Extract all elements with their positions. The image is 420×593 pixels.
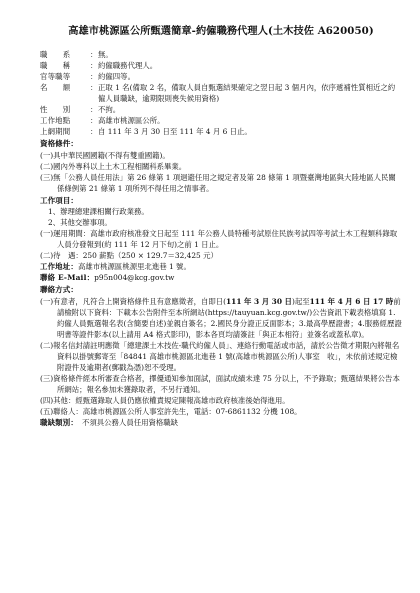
- field-row-location: 工作地點 ： 高雄市桃源區公所。: [40, 115, 402, 126]
- work-address-value: 高雄市桃源區桃源里北進巷 1 號。: [77, 262, 191, 271]
- contact-text: (一)有意者，凡符合上開資格條件且有意應徵者，自即日(: [40, 296, 227, 306]
- field-value: 高雄市桃源區公所。: [98, 116, 165, 125]
- field-row-grade: 官等職等 ： 約僱四等。: [40, 71, 402, 82]
- field-label: 官等職等: [40, 72, 71, 81]
- employment-period: (一)運用期間：高雄市政府核准發文日起至 111 年公務人員特種考試原住民族考試四等考試土木工程類科錄取人員分發報到(約 111 年 12 月下旬)之前 1 日止。: [40, 229, 398, 249]
- field-row-position: 職 稱 ： 約僱職務代理人。: [40, 60, 402, 71]
- field-label: 名 額: [40, 83, 71, 92]
- page-title: 高雄市桃源區公所甄選簡章-約僱職務代理人(土木技佐 A620050): [68, 25, 374, 37]
- field-row-posting-period: 上網期間 ： 自 111 年 3 月 30 日至 111 年 4 月 6 日止。: [40, 126, 402, 137]
- deadline: 111 年 4 月 6 日 17 時: [309, 296, 394, 306]
- basic-info-list: [40, 49, 402, 137]
- duty-item: 2、其他交辦事項。: [48, 218, 112, 227]
- field-value: 無。: [98, 50, 113, 59]
- email-row: [40, 272, 402, 283]
- field-value: 約僱職務代理人。: [98, 61, 158, 70]
- qualifications-heading: 資格條件：: [40, 139, 78, 148]
- job-category-label: 職缺類別：: [40, 417, 78, 427]
- field-label: 工作地點: [40, 116, 71, 125]
- contact-item-mailing: (二)報名信封請註明應徵「總建課土木技佐-職代約僱人員」、連絡行動電話或市話，請於公告徵才期限內將報名資料以掛號郵寄至「84841 高雄市桃源區北進巷 1 號(高雄市桃源區公所)人事室 收」，未依前述規定檢附證件及逾期者(郵戳為憑)恕不受理。: [40, 340, 400, 372]
- job-category-row: [40, 417, 402, 428]
- email-link[interactable]: p95n004@kcg.gov.tw: [94, 273, 175, 282]
- field-row-gender: 性 別 ： 不拘。: [40, 104, 402, 115]
- contact-item-review: (三)資格條件經本所審查合格者，擇優通知參加面試，面試成績未達 75 分以上，不予錄取；甄選結果將公告本所網站；報名參加未獲錄取者，不另行通知。: [40, 373, 400, 394]
- duty-item: 1、辦理總建課相關行政業務。: [48, 207, 149, 216]
- email-label: 聯絡 E-Mail：: [40, 273, 95, 282]
- field-value: 正取 1 名(備取 2 名，備取人員自甄選結果確定之翌日起 3 個月內，依序遞補性質相近之約僱人員職缺，逾期限則喪失候用資格): [98, 83, 396, 103]
- salary: (二)待 遇：250 薪點（250 × 129.7＝32,425 元）: [40, 251, 218, 260]
- contact-text: 前請檢附以下資料：下載本公告附件至本所網站(https://tauyuan.kcg.gov.tw/)公告資訊下載表格填寫 1.約僱人員甄選報名表(含簡要自述)並親自簽名；2.國民身分證正反面影本；3.最高學歷證書；4.服務經歷證明書等證件影本(以上請用 A4 格式影印)，影本各頁均請簽註「與正本相符」並簽名或蓋私章)。: [57, 296, 402, 339]
- field-label: 職 稱: [40, 61, 71, 70]
- work-address-label: 工作地址：: [40, 262, 78, 271]
- field-value: 自 111 年 3 月 30 日至 111 年 4 月 6 日止。: [98, 127, 252, 136]
- job-category-value: 不須具公務人員任用資格職缺: [81, 417, 179, 427]
- start-date: 111 年 3 月 30 日: [226, 296, 292, 306]
- work-address-row: [40, 261, 402, 272]
- contact-text: )起至: [291, 296, 310, 306]
- contact-item-application: [40, 296, 402, 340]
- field-label: 職 系: [40, 50, 71, 59]
- field-row-series: 職 系 ： 無。: [40, 49, 402, 60]
- contact-heading: 聯絡方式：: [40, 285, 78, 294]
- qualification-item: (一)具中華民國國籍(不得有雙重國籍)。: [40, 150, 170, 160]
- field-label: 性 別: [40, 105, 71, 114]
- duties-heading: 工作項目：: [40, 195, 78, 205]
- field-label: 上網期間: [40, 127, 71, 136]
- qualification-item: (二)國內外專科以上土木工程相關科系畢業。: [40, 161, 187, 171]
- field-row-quota: 名 額 ： 正取 1 名(備取 2 名，備取人員自甄選結果確定之翌日起 3 個月內，依序遞補性質相近之約僱人員職缺，逾期限則喪失候用資格): [40, 82, 402, 104]
- contact-item-other: (四)其他：經甄選錄取人員仍應依權責規定陳報高雄市政府核准後始得進用。: [40, 395, 290, 405]
- field-value: 約僱四等。: [98, 72, 135, 81]
- qualification-item: (三)無「公務人員任用法」第 26 條第 1 項迴避任用之規定者及第 28 條第 1 項暨臺灣地區與大陸地區人民關係條例第 21 條第 1 項所列不得任用之情事者。: [40, 172, 396, 193]
- field-value: 不拘。: [98, 105, 121, 114]
- contact-item-person: (五)聯絡人：高雄市桃源區公所人事室許先生，電話：07-6861132 分機 108。: [40, 406, 302, 416]
